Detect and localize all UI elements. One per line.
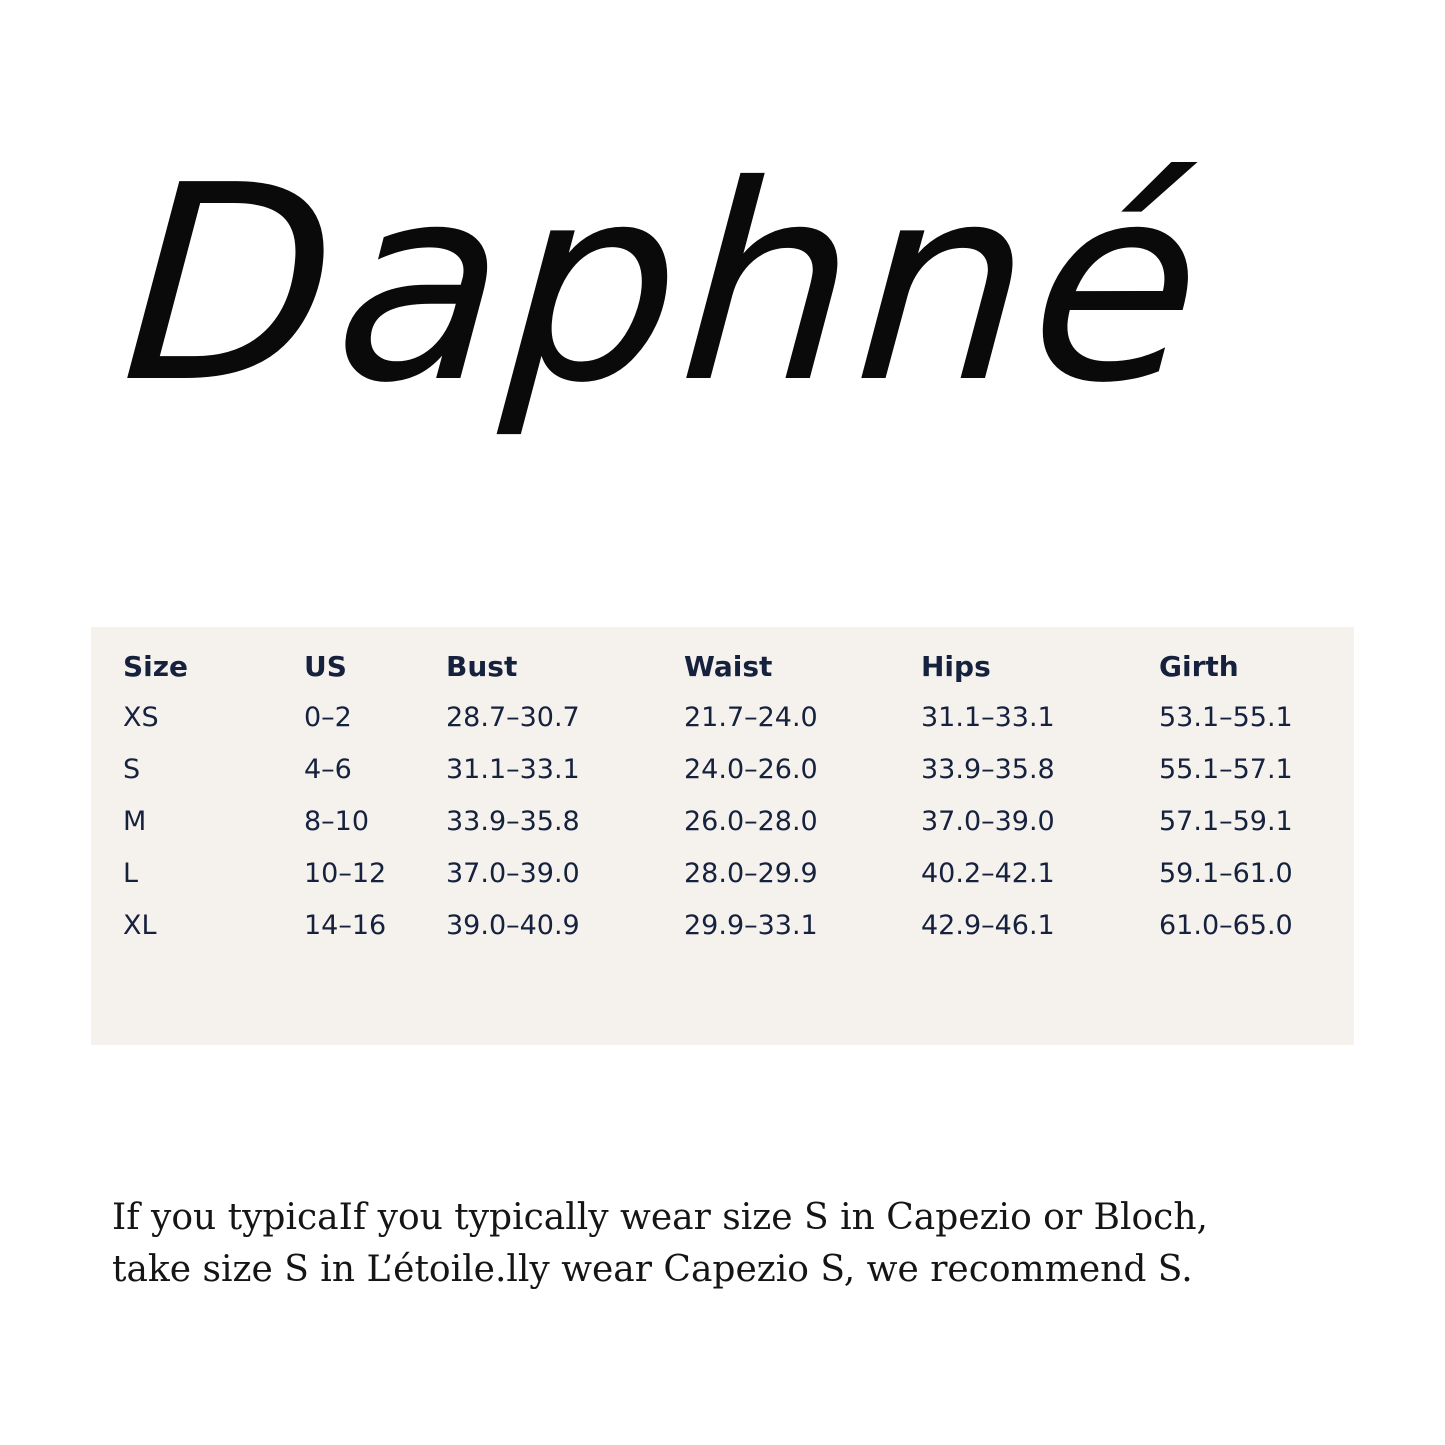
note-line-2: take size S in L’étoile.lly wear Capezio S, we recommend S. (112, 1249, 1193, 1290)
table-cell: 37.0–39.0 (921, 805, 1055, 837)
column-header-us: US (304, 649, 347, 683)
note-line-1: If you typicaIf you typically wear size S in Capezio or Bloch, (112, 1197, 1208, 1238)
column-header-girth: Girth (1159, 649, 1239, 683)
table-cell: 4–6 (304, 753, 352, 785)
table-cell: XS (123, 701, 159, 733)
column-header-waist: Waist (684, 649, 773, 683)
table-row (123, 795, 1339, 847)
table-cell: 33.9–35.8 (446, 805, 580, 837)
table-cell: 8–10 (304, 805, 370, 837)
product-title: Daphné (115, 127, 1215, 442)
table-cell: 0–2 (304, 701, 352, 733)
table-cell: S (123, 753, 141, 785)
size-recommendation-note (112, 1192, 1372, 1296)
table-cell: 10–12 (304, 857, 387, 889)
table-cell: 29.9–33.1 (684, 909, 818, 941)
table-cell: XL (123, 909, 157, 941)
table-cell: L (123, 857, 139, 889)
table-cell: 28.0–29.9 (684, 857, 818, 889)
table-cell: M (123, 805, 147, 837)
table-row (123, 847, 1339, 899)
table-cell: 61.0–65.0 (1159, 909, 1293, 941)
column-header-hips: Hips (921, 649, 991, 683)
table-cell: 28.7–30.7 (446, 701, 580, 733)
size-chart-table (123, 641, 1339, 951)
table-cell: 59.1–61.0 (1159, 857, 1293, 889)
column-header-bust: Bust (446, 649, 518, 683)
table-cell: 37.0–39.0 (446, 857, 580, 889)
table-cell: 14–16 (304, 909, 387, 941)
table-row (123, 743, 1339, 795)
table-cell: 40.2–42.1 (921, 857, 1055, 889)
table-cell: 42.9–46.1 (921, 909, 1055, 941)
table-cell: 33.9–35.8 (921, 753, 1055, 785)
table-cell: 31.1–33.1 (446, 753, 580, 785)
table-cell: 55.1–57.1 (1159, 753, 1293, 785)
table-header-row (123, 641, 1339, 691)
table-cell: 31.1–33.1 (921, 701, 1055, 733)
table-cell: 39.0–40.9 (446, 909, 580, 941)
table-cell: 24.0–26.0 (684, 753, 818, 785)
table-cell: 26.0–28.0 (684, 805, 818, 837)
table-row (123, 899, 1339, 951)
size-chart-panel (91, 627, 1354, 1045)
table-cell: 57.1–59.1 (1159, 805, 1293, 837)
table-cell: 53.1–55.1 (1159, 701, 1293, 733)
table-row (123, 691, 1339, 743)
column-header-size: Size (123, 649, 189, 683)
table-cell: 21.7–24.0 (684, 701, 818, 733)
